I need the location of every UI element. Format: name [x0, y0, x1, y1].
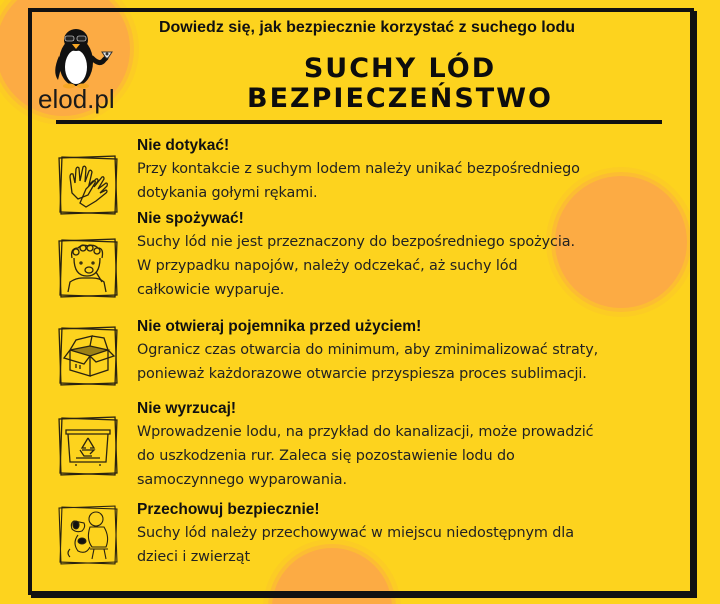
item-line: samoczynnego wyparowania. [137, 472, 347, 488]
item-description [137, 338, 677, 386]
item-line: dotykania gołymi rękami. [137, 185, 318, 201]
item-title: Nie spożywać! [137, 210, 244, 227]
page-subtitle: Dowiedz się, jak bezpiecznie korzystać z suchego lodu [158, 19, 576, 36]
item-line: Przy kontakcie z suchym lodem należy unikać bezpośredniego [137, 161, 580, 177]
item-line: W przypadku napojów, należy odczekać, aż suchy lód [137, 258, 518, 274]
gloves-icon [56, 153, 120, 217]
child-eating-icon [56, 236, 120, 300]
brand-logo-text[interactable]: elod.pl [38, 84, 115, 114]
title-line-2: BEZPIECZEŃSTWO [247, 83, 553, 114]
item-description [137, 420, 677, 492]
item-title: Nie otwieraj pojemnika przed użyciem! [137, 318, 422, 335]
item-line: do uszkodzenia rur. Zaleca się pozostawienie lodu do [137, 448, 515, 464]
item-line: ponieważ każdorazowe otwarcie przyspiesza proces sublimacji. [137, 366, 587, 382]
item-description [137, 230, 677, 302]
item-line: Ogranicz czas otwarcia do minimum, aby zminimalizować straty, [137, 342, 599, 358]
item-title: Nie wyrzucaj! [137, 400, 237, 417]
item-line: Suchy lód należy przechowywać w miejscu niedostępnym dla [137, 525, 574, 541]
item-line: całkowicie wyparuje. [137, 282, 285, 298]
item-description [137, 521, 677, 569]
title-line-1: SUCHY LÓD [303, 53, 497, 84]
item-line: dzieci i zwierząt [137, 549, 251, 565]
item-line: Wprowadzenie lodu, na przykład do kanalizacji, może prowadzić [137, 424, 594, 440]
open-box-icon [56, 324, 120, 388]
item-line: Suchy lód nie jest przeznaczony do bezpośredniego spożycia. [137, 234, 575, 250]
item-description [137, 157, 677, 205]
item-title: Przechowuj bezpiecznie! [137, 501, 320, 518]
item-title: Nie dotykać! [137, 137, 230, 154]
child-with-dog-icon [56, 503, 120, 567]
title-divider [56, 120, 662, 124]
page-title [150, 54, 650, 114]
recycle-bin-icon [56, 414, 120, 478]
